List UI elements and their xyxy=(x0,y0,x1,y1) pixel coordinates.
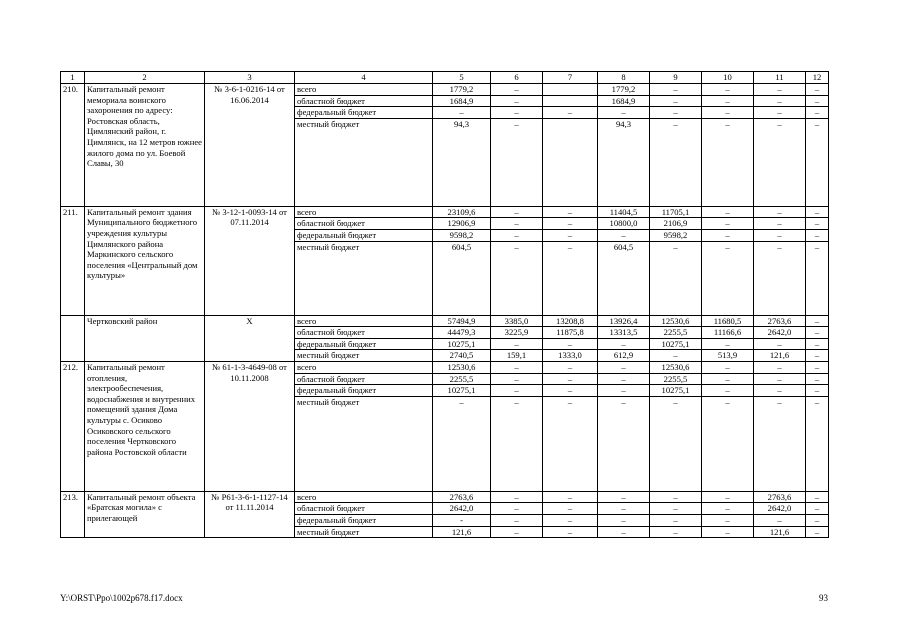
funding-source: всего xyxy=(295,361,433,373)
amount-cell: – xyxy=(754,118,806,206)
amount-cell: – xyxy=(806,526,829,538)
column-number: 7 xyxy=(543,72,598,84)
item-number: 213. xyxy=(61,491,85,537)
amount-cell: – xyxy=(491,118,543,206)
amount-cell: – xyxy=(491,229,543,241)
amount-cell: 1684,9 xyxy=(433,95,491,107)
funding-source: местный бюджет xyxy=(295,526,433,538)
amount-cell: – xyxy=(598,514,650,526)
amount-cell: – xyxy=(491,396,543,491)
amount-cell: 9598,2 xyxy=(433,229,491,241)
amount-cell: – xyxy=(543,229,598,241)
amount-cell: 2642,0 xyxy=(754,503,806,515)
amount-cell: – xyxy=(650,526,702,538)
amount-cell: 2740,5 xyxy=(433,350,491,362)
budget-table xyxy=(60,71,829,538)
object-name: Капитальный ремонт отопления, электрообеспечения, водоснабжения и внутренних помещений здания Дома культуры с. Осиково Осиковского сельского поселения Чертковского района Ростовской области xyxy=(85,361,205,491)
amount-cell: 11166,6 xyxy=(702,327,754,339)
amount-cell: – xyxy=(806,514,829,526)
amount-cell: – xyxy=(806,385,829,397)
amount-cell: – xyxy=(754,396,806,491)
amount-cell: – xyxy=(598,503,650,515)
amount-cell: – xyxy=(598,491,650,503)
amount-cell: – xyxy=(598,396,650,491)
amount-cell: - xyxy=(433,514,491,526)
amount-cell: 10800,0 xyxy=(598,218,650,230)
amount-cell: 2763,6 xyxy=(754,315,806,327)
amount-cell: – xyxy=(806,118,829,206)
amount-cell: – xyxy=(754,95,806,107)
object-name: Капитальный ремонт объекта «Братская могила» с прилегающей xyxy=(85,491,205,537)
column-number: 6 xyxy=(491,72,543,84)
amount-cell: – xyxy=(543,338,598,350)
amount-cell: – xyxy=(491,514,543,526)
table-row xyxy=(61,206,829,218)
amount-cell: – xyxy=(598,229,650,241)
amount-cell: 12530,6 xyxy=(650,315,702,327)
column-number: 11 xyxy=(754,72,806,84)
funding-source: областной бюджет xyxy=(295,327,433,339)
amount-cell: – xyxy=(650,396,702,491)
amount-cell: – xyxy=(543,361,598,373)
amount-cell: – xyxy=(754,241,806,315)
amount-cell: – xyxy=(433,396,491,491)
funding-source: федеральный бюджет xyxy=(295,338,433,350)
amount-cell: – xyxy=(806,373,829,385)
amount-cell: – xyxy=(598,373,650,385)
amount-cell: – xyxy=(543,206,598,218)
amount-cell: – xyxy=(702,338,754,350)
amount-cell: – xyxy=(650,95,702,107)
amount-cell: – xyxy=(806,84,829,96)
item-number xyxy=(61,315,85,361)
amount-cell: – xyxy=(650,84,702,96)
amount-cell: – xyxy=(491,241,543,315)
amount-cell: – xyxy=(754,218,806,230)
amount-cell: – xyxy=(491,385,543,397)
amount-cell: 13208,8 xyxy=(543,315,598,327)
amount-cell: 1779,2 xyxy=(598,84,650,96)
amount-cell: – xyxy=(491,373,543,385)
amount-cell: 94,3 xyxy=(433,118,491,206)
column-number: 4 xyxy=(295,72,433,84)
funding-source: всего xyxy=(295,206,433,218)
amount-cell: 11404,5 xyxy=(598,206,650,218)
funding-source: всего xyxy=(295,84,433,96)
amount-cell: 612,9 xyxy=(598,350,650,362)
item-number: 211. xyxy=(61,206,85,315)
amount-cell: 13313,5 xyxy=(598,327,650,339)
funding-source: областной бюджет xyxy=(295,218,433,230)
amount-cell: – xyxy=(806,107,829,119)
table-row xyxy=(61,315,829,327)
amount-cell: – xyxy=(491,491,543,503)
amount-cell: 23109,6 xyxy=(433,206,491,218)
amount-cell: – xyxy=(650,503,702,515)
amount-cell: 12530,6 xyxy=(433,361,491,373)
amount-cell: – xyxy=(702,206,754,218)
amount-cell: 94,3 xyxy=(598,118,650,206)
amount-cell: – xyxy=(650,514,702,526)
amount-cell: – xyxy=(806,315,829,327)
amount-cell: 9598,2 xyxy=(650,229,702,241)
footer-file-path: Y:\ORST\Ppo\1002p678.f17.docx xyxy=(60,593,183,603)
amount-cell: 2642,0 xyxy=(754,327,806,339)
amount-cell: – xyxy=(491,84,543,96)
amount-cell: – xyxy=(543,396,598,491)
amount-cell: – xyxy=(650,241,702,315)
amount-cell: – xyxy=(702,118,754,206)
amount-cell: 10275,1 xyxy=(433,338,491,350)
funding-source: местный бюджет xyxy=(295,396,433,491)
amount-cell: – xyxy=(702,241,754,315)
amount-cell: 2255,5 xyxy=(650,373,702,385)
amount-cell: – xyxy=(806,218,829,230)
amount-cell: – xyxy=(702,491,754,503)
amount-cell: 2106,9 xyxy=(650,218,702,230)
amount-cell: – xyxy=(806,327,829,339)
amount-cell: – xyxy=(754,514,806,526)
amount-cell: – xyxy=(702,385,754,397)
amount-cell: 11705,1 xyxy=(650,206,702,218)
amount-cell: – xyxy=(806,491,829,503)
amount-cell: 2642,0 xyxy=(433,503,491,515)
column-number: 10 xyxy=(702,72,754,84)
funding-source: всего xyxy=(295,315,433,327)
document-reference: № Р61-3-6-1-1127-14 от 11.11.2014 xyxy=(205,491,295,537)
amount-cell: – xyxy=(433,107,491,119)
amount-cell: – xyxy=(806,350,829,362)
amount-cell: 13926,4 xyxy=(598,315,650,327)
amount-cell: – xyxy=(806,95,829,107)
amount-cell: – xyxy=(702,361,754,373)
amount-cell: 121,6 xyxy=(754,350,806,362)
amount-cell: 12530,6 xyxy=(650,361,702,373)
amount-cell: 57494,9 xyxy=(433,315,491,327)
amount-cell: – xyxy=(806,338,829,350)
funding-source: федеральный бюджет xyxy=(295,229,433,241)
amount-cell: 10275,1 xyxy=(650,338,702,350)
amount-cell: 3225,9 xyxy=(491,327,543,339)
amount-cell: 604,5 xyxy=(598,241,650,315)
amount-cell: – xyxy=(650,118,702,206)
object-name: Капитальный ремонт мемориала воинского захоронения по адресу: Ростовская область, Цимлянский район, г. Цимлянск, на 12 метров южнее жилого дома по ул. Боевой Славы, 30 xyxy=(85,84,205,207)
amount-cell: – xyxy=(543,503,598,515)
amount-cell: – xyxy=(598,361,650,373)
amount-cell: – xyxy=(754,206,806,218)
table-row xyxy=(61,491,829,503)
amount-cell: 1684,9 xyxy=(598,95,650,107)
amount-cell: – xyxy=(598,338,650,350)
object-name: Капитальный ремонт здания Муниципального бюджетного учреждения культуры Цимлянского района Маркинского сельского поселения «Центральный дом культуры» xyxy=(85,206,205,315)
amount-cell: – xyxy=(543,107,598,119)
amount-cell: – xyxy=(491,526,543,538)
amount-cell: – xyxy=(754,229,806,241)
funding-source: областной бюджет xyxy=(295,503,433,515)
amount-cell: – xyxy=(806,206,829,218)
column-number: 2 xyxy=(85,72,205,84)
amount-cell: – xyxy=(491,503,543,515)
amount-cell: 2763,6 xyxy=(433,491,491,503)
amount-cell: – xyxy=(754,107,806,119)
amount-cell: – xyxy=(806,503,829,515)
amount-cell: 3385,0 xyxy=(491,315,543,327)
table-row xyxy=(61,84,829,96)
amount-cell: – xyxy=(754,361,806,373)
amount-cell: – xyxy=(543,218,598,230)
amount-cell: – xyxy=(702,503,754,515)
item-number: 210. xyxy=(61,84,85,207)
column-number: 3 xyxy=(205,72,295,84)
funding-source: местный бюджет xyxy=(295,350,433,362)
amount-cell: – xyxy=(491,95,543,107)
column-number: 12 xyxy=(806,72,829,84)
amount-cell: – xyxy=(598,385,650,397)
amount-cell: – xyxy=(702,95,754,107)
column-number: 5 xyxy=(433,72,491,84)
amount-cell: – xyxy=(806,361,829,373)
funding-source: федеральный бюджет xyxy=(295,107,433,119)
amount-cell: – xyxy=(598,526,650,538)
amount-cell: 2763,6 xyxy=(754,491,806,503)
amount-cell: – xyxy=(702,107,754,119)
amount-cell: – xyxy=(702,514,754,526)
amount-cell: – xyxy=(650,491,702,503)
amount-cell: – xyxy=(491,338,543,350)
funding-source: местный бюджет xyxy=(295,118,433,206)
funding-source: областной бюджет xyxy=(295,95,433,107)
amount-cell xyxy=(543,84,598,96)
amount-cell xyxy=(543,118,598,206)
amount-cell: – xyxy=(598,107,650,119)
document-reference: № 61-1-3-4649-08 от 10.11.2008 xyxy=(205,361,295,491)
amount-cell: – xyxy=(702,218,754,230)
amount-cell: – xyxy=(650,350,702,362)
funding-source: местный бюджет xyxy=(295,241,433,315)
amount-cell: 1333,0 xyxy=(543,350,598,362)
amount-cell: – xyxy=(491,218,543,230)
funding-source: федеральный бюджет xyxy=(295,514,433,526)
amount-cell: 10275,1 xyxy=(433,385,491,397)
amount-cell: – xyxy=(543,373,598,385)
amount-cell: 121,6 xyxy=(754,526,806,538)
amount-cell: 11680,5 xyxy=(702,315,754,327)
amount-cell: – xyxy=(543,491,598,503)
funding-source: областной бюджет xyxy=(295,373,433,385)
amount-cell: 11875,8 xyxy=(543,327,598,339)
amount-cell: – xyxy=(754,373,806,385)
amount-cell: 12906,9 xyxy=(433,218,491,230)
document-reference: Х xyxy=(205,315,295,361)
amount-cell: – xyxy=(491,361,543,373)
amount-cell: – xyxy=(806,241,829,315)
item-number: 212. xyxy=(61,361,85,491)
amount-cell: – xyxy=(702,373,754,385)
amount-cell: 513,9 xyxy=(702,350,754,362)
funding-source: всего xyxy=(295,491,433,503)
amount-cell: – xyxy=(702,396,754,491)
table-row xyxy=(61,361,829,373)
amount-cell: 10275,1 xyxy=(650,385,702,397)
amount-cell: 1779,2 xyxy=(433,84,491,96)
amount-cell: – xyxy=(754,338,806,350)
amount-cell: – xyxy=(491,206,543,218)
amount-cell: – xyxy=(702,526,754,538)
funding-source: федеральный бюджет xyxy=(295,385,433,397)
column-number: 1 xyxy=(61,72,85,84)
amount-cell: 121,6 xyxy=(433,526,491,538)
amount-cell: – xyxy=(806,396,829,491)
amount-cell: – xyxy=(543,514,598,526)
amount-cell: 2255,5 xyxy=(650,327,702,339)
object-name: Чертковский район xyxy=(85,315,205,361)
amount-cell: 2255,5 xyxy=(433,373,491,385)
amount-cell: 159,1 xyxy=(491,350,543,362)
column-number: 8 xyxy=(598,72,650,84)
amount-cell: – xyxy=(702,229,754,241)
amount-cell: – xyxy=(650,107,702,119)
document-reference: № 3-12-1-0093-14 от 07.11.2014 xyxy=(205,206,295,315)
column-numbers-row xyxy=(61,72,829,84)
document-reference: № 3-6-1-0216-14 от 16.06.2014 xyxy=(205,84,295,207)
amount-cell: – xyxy=(702,84,754,96)
column-number: 9 xyxy=(650,72,702,84)
amount-cell: 604,5 xyxy=(433,241,491,315)
amount-cell: – xyxy=(543,241,598,315)
amount-cell: – xyxy=(491,107,543,119)
amount-cell: – xyxy=(806,229,829,241)
amount-cell: – xyxy=(543,526,598,538)
page-number: 93 xyxy=(819,593,828,603)
amount-cell xyxy=(543,95,598,107)
amount-cell: – xyxy=(754,385,806,397)
amount-cell: – xyxy=(543,385,598,397)
amount-cell: – xyxy=(754,84,806,96)
amount-cell: 44479,3 xyxy=(433,327,491,339)
